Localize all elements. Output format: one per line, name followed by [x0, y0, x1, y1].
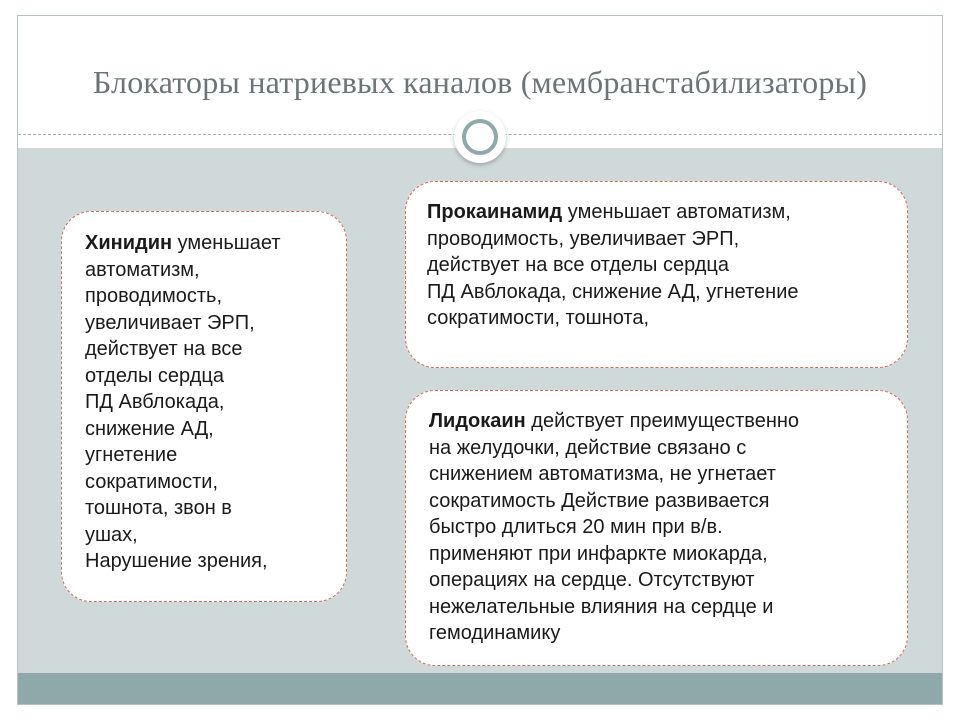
drug-name-lidocaine: Лидокаин: [429, 410, 526, 432]
text-line: [429, 408, 893, 435]
text-line: действует на все отделы сердца: [427, 254, 730, 276]
text-line: увеличивает ЭРП,: [85, 311, 255, 334]
text-line: применяют при инфаркте миокарда,: [429, 542, 768, 565]
circle-ornament-icon: [454, 111, 506, 163]
text-line: [85, 230, 332, 257]
lidocaine-box: [405, 390, 908, 666]
text-fragment: уменьшает автоматизм,: [562, 201, 791, 223]
text-line: гемодинамику: [429, 622, 561, 644]
circle-ornament-inner: [462, 119, 498, 155]
text-line: проводимость, увеличивает ЭРП,: [427, 227, 740, 250]
text-line: снижением автоматизма, не угнетает: [429, 463, 776, 485]
slide-frame: [17, 15, 943, 705]
text-line: действует на все: [85, 338, 243, 360]
text-line: операциях на сердце. Отсутствуют: [429, 569, 755, 591]
text-line: сократимости, тошнота,: [427, 307, 650, 329]
procainamide-box: [405, 181, 908, 368]
text-line: ПД Авблокада,: [85, 391, 225, 413]
text-line: Нарушение зрения,: [85, 550, 268, 572]
footer-band: [18, 673, 942, 705]
text-line: снижение АД,: [85, 417, 214, 440]
text-fragment: уменьшает: [172, 232, 281, 254]
text-line: проводимость,: [85, 285, 223, 307]
text-line: автоматизм,: [85, 258, 200, 281]
text-line: тошнота, звон в: [85, 497, 232, 519]
quinidine-box: [61, 211, 347, 602]
slide-title: Блокаторы натриевых каналов (мембранстабилизаторы): [92, 64, 868, 100]
text-line: нежелательные влияния на сердце и: [429, 595, 774, 618]
text-line: быстро длиться 20 мин при в/в.: [429, 516, 723, 538]
text-line: [427, 199, 893, 226]
text-line: отделы сердца: [85, 364, 224, 387]
text-line: ПД Авблокада, снижение АД, угнетение: [427, 280, 799, 303]
text-line: на желудочки, действие связано с: [429, 436, 747, 459]
drug-name-quinidine: Хинидин: [85, 232, 173, 254]
text-line: угнетение: [85, 444, 178, 466]
drug-name-procainamide: Прокаинамид: [427, 201, 563, 223]
text-fragment: действует преимущественно: [525, 410, 800, 432]
text-line: сократимость Действие развивается: [429, 489, 770, 512]
text-line: сократимости,: [85, 470, 218, 493]
text-line: ушах,: [85, 523, 138, 546]
